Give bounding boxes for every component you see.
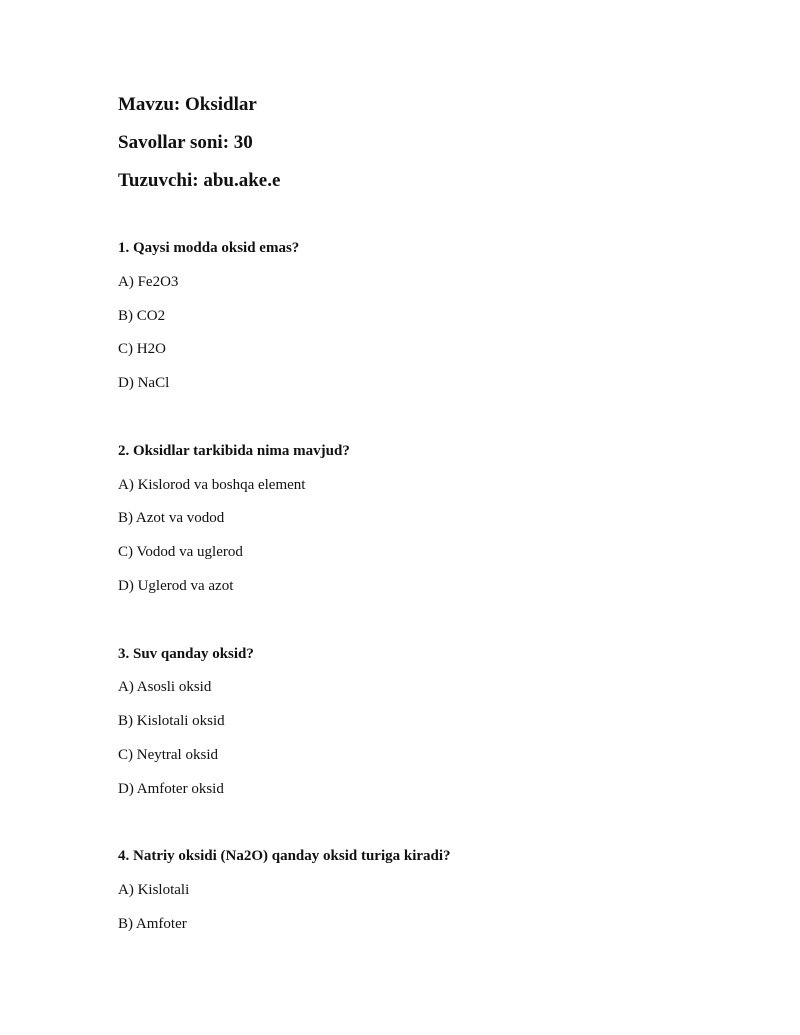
question-3-option-b: B) Kislotali oksid bbox=[118, 713, 225, 729]
question-1-option-b: B) CO2 bbox=[118, 308, 166, 324]
question-2-option-c: C) Vodod va uglerod bbox=[118, 544, 243, 560]
question-4: 4. Natriy oksidi (Na2O) qanday oksid turiga kiradi? bbox=[118, 848, 451, 864]
question-4-option-b: B) Amfoter bbox=[118, 916, 187, 932]
question-3-option-c: C) Neytral oksid bbox=[118, 747, 218, 763]
question-4-option-a: A) Kislotali bbox=[118, 882, 190, 898]
author-heading: Tuzuvchi: abu.ake.e bbox=[118, 170, 281, 191]
question-2-option-a: A) Kislorod va boshqa element bbox=[118, 477, 306, 493]
question-count-heading: Savollar soni: 30 bbox=[118, 132, 253, 153]
question-3-option-d: D) Amfoter oksid bbox=[118, 781, 224, 797]
topic-heading: Mavzu: Oksidlar bbox=[118, 94, 257, 115]
question-2-option-d: D) Uglerod va azot bbox=[118, 578, 234, 594]
question-1: 1. Qaysi modda oksid emas? bbox=[118, 240, 300, 256]
question-1-option-d: D) NaCl bbox=[118, 375, 170, 391]
question-2-option-b: B) Azot va vodod bbox=[118, 510, 225, 526]
question-2: 2. Oksidlar tarkibida nima mavjud? bbox=[118, 443, 350, 459]
question-1-option-c: C) H2O bbox=[118, 341, 166, 357]
question-3: 3. Suv qanday oksid? bbox=[118, 646, 254, 662]
question-3-option-a: A) Asosli oksid bbox=[118, 679, 212, 695]
question-1-option-a: A) Fe2O3 bbox=[118, 274, 179, 290]
